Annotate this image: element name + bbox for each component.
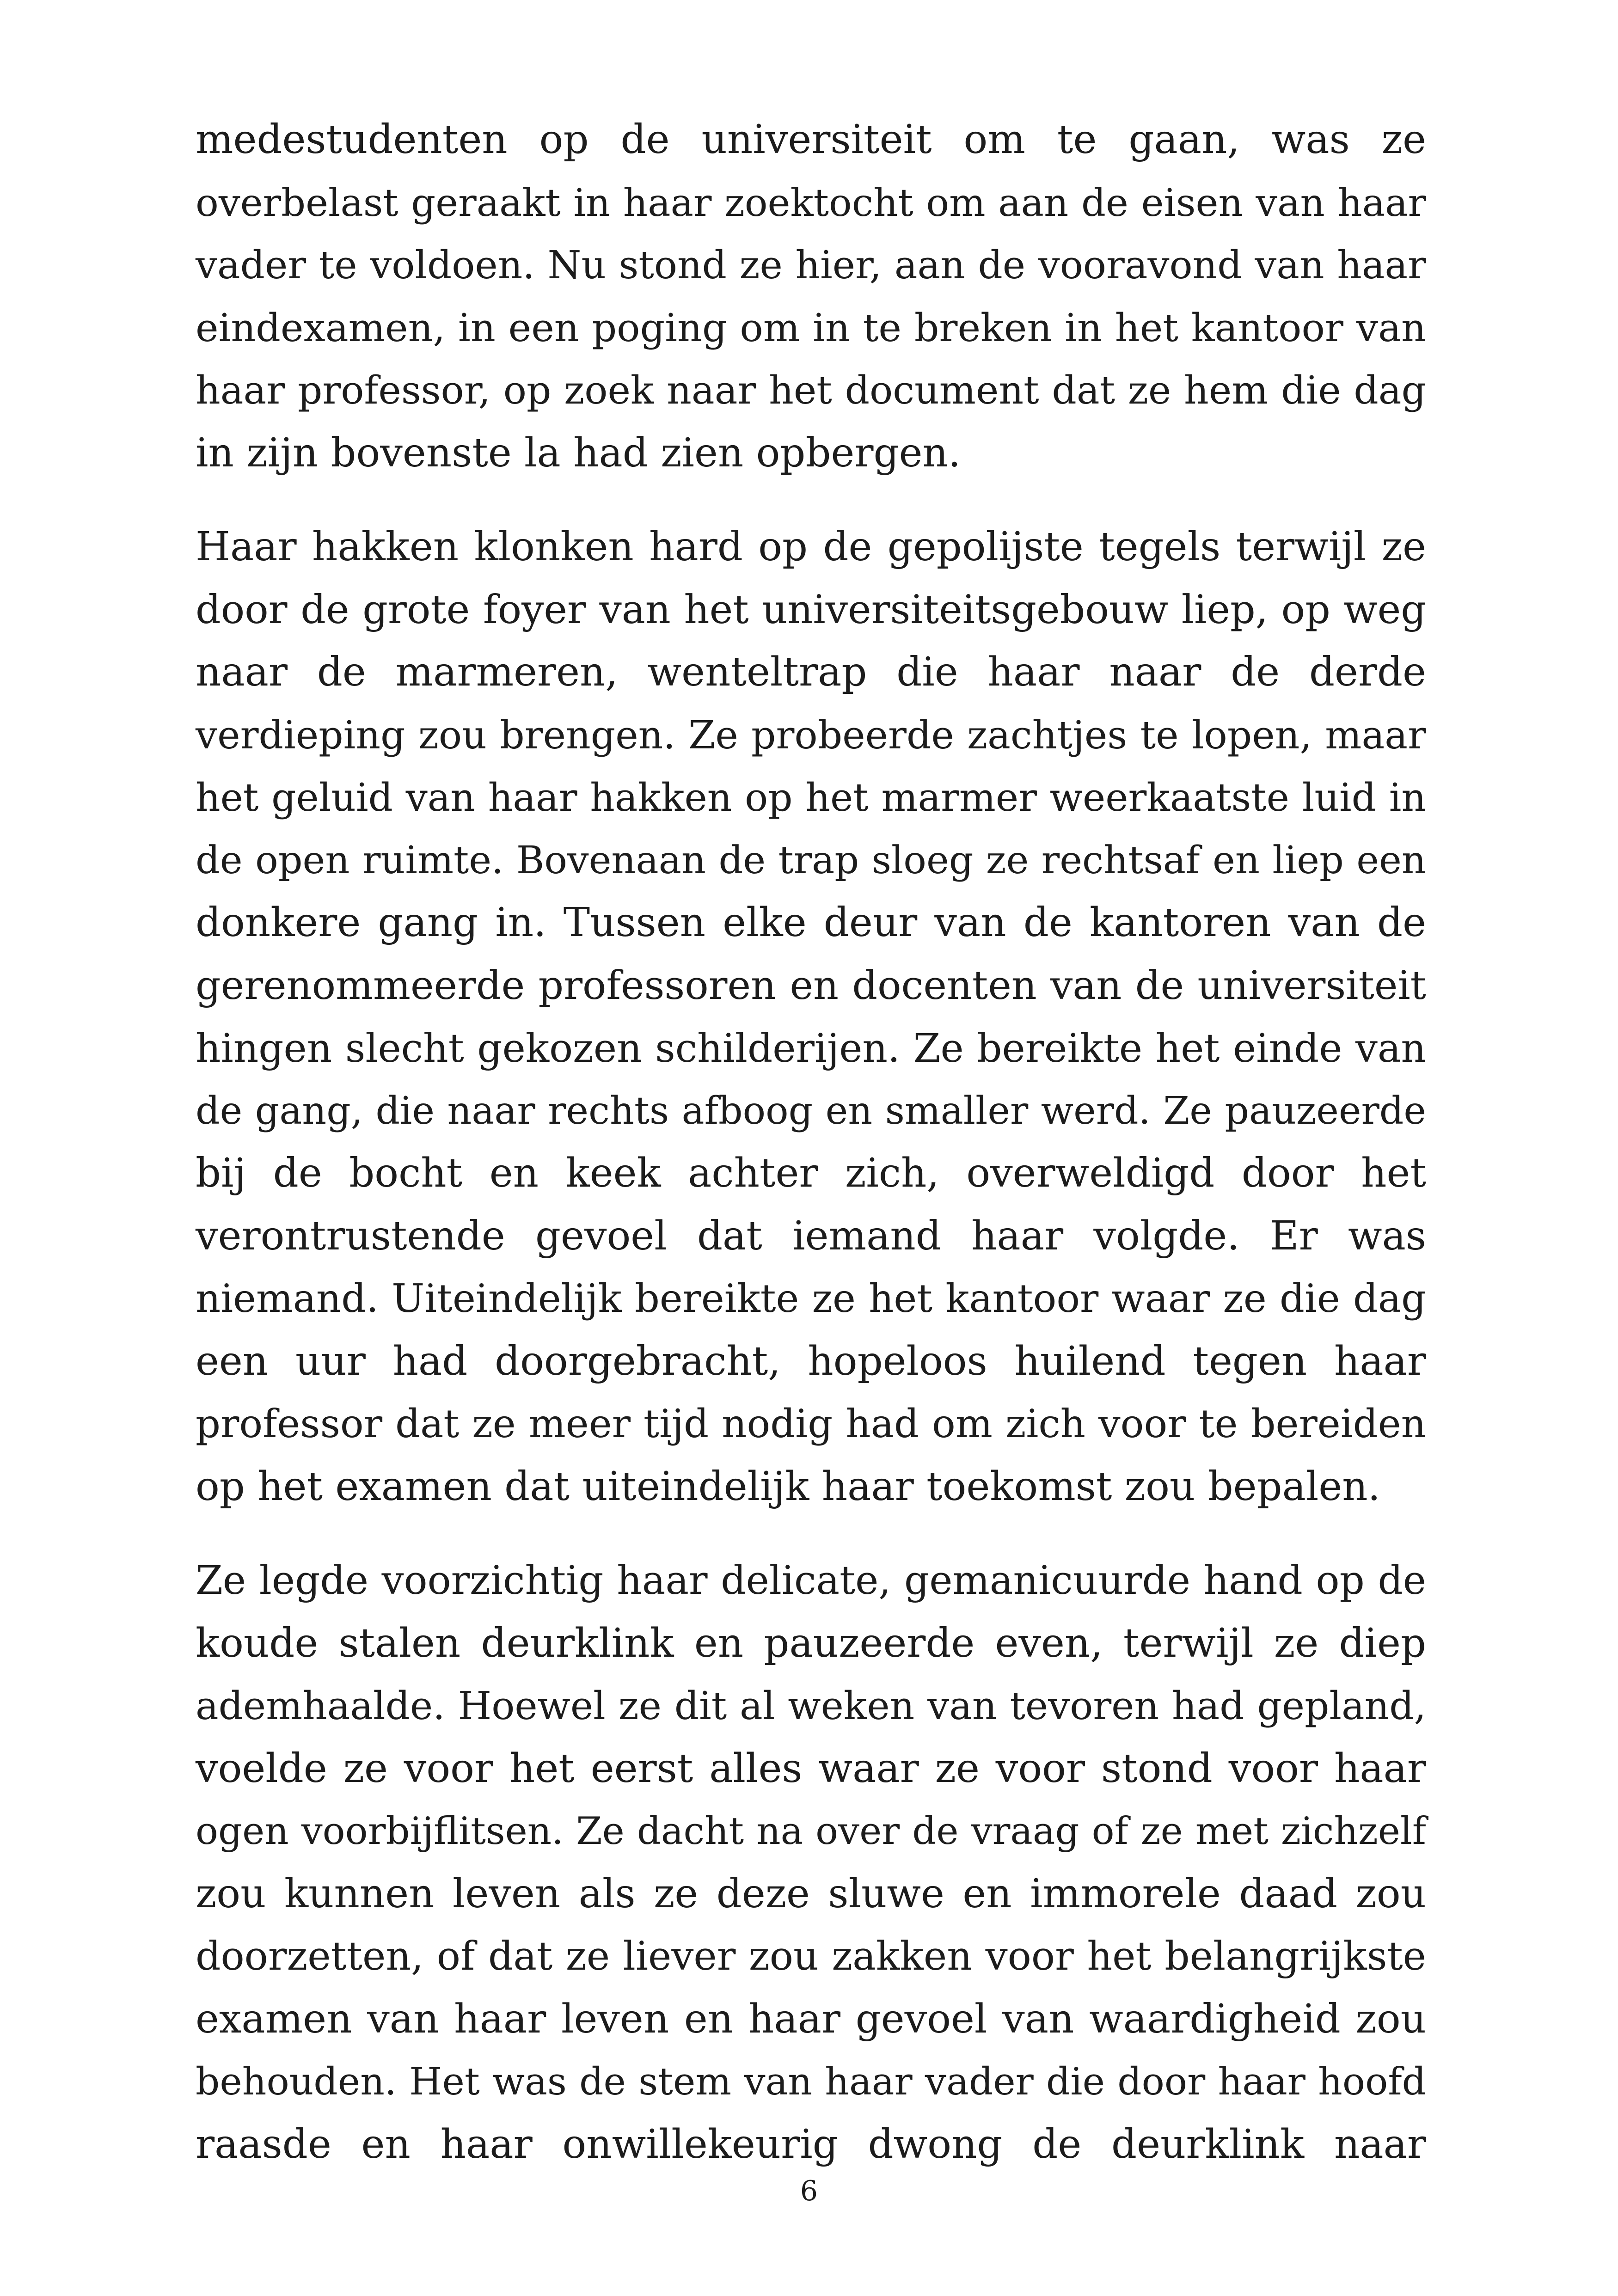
text-line: doorzetten, of dat ze liever zou zakken voor het belangrijkste (196, 1934, 1426, 1979)
text-line: professor dat ze meer tijd nodig had om zich voor te bereiden (196, 1401, 1426, 1446)
text-line: ademhaalde. Hoewel ze dit al weken van tevoren had gepland, (196, 1684, 1426, 1728)
text-line: koude stalen deurklink en pauzeerde even, terwijl ze diep (196, 1620, 1426, 1666)
text-line: raasde en haar onwillekeurig dwong de deurklink naar (196, 2121, 1426, 2167)
page-number: 6 (800, 2175, 818, 2207)
text-line: de gang, die naar rechts afboog en smaller werd. Ze pauzeerde (196, 1089, 1426, 1133)
text-line: niemand. Uiteindelijk bereikte ze het kantoor waar ze die dag (196, 1276, 1426, 1321)
paragraph (196, 1549, 1426, 2176)
text-line: eindexamen, in een poging om in te breken in het kantoor van (196, 305, 1426, 350)
text-line: vader te voldoen. Nu stond ze hier, aan de vooravond van haar (196, 243, 1426, 288)
text-line: examen van haar leven en haar gevoel van waardigheid zou (196, 1996, 1426, 2042)
text-line: naar de marmeren, wenteltrap die haar naar de derde (196, 649, 1426, 695)
text-line: Haar hakken klonken hard op de gepolijste tegels terwijl ze (196, 524, 1426, 570)
text-line: donkere gang in. Tussen elke deur van de kantoren van de (196, 900, 1426, 946)
body-text (196, 109, 1426, 2176)
text-line: de open ruimte. Bovenaan de trap sloeg ze rechtsaf en liep een (196, 838, 1426, 882)
paragraph-spacing (196, 1518, 1426, 1549)
text-line: het geluid van haar hakken op het marmer weerkaatste luid in (196, 775, 1426, 820)
text-line: op het examen dat uiteindelijk haar toekomst zou bepalen. (196, 1463, 1380, 1510)
text-line: door de grote foyer van het universiteitsgebouw liep, op weg (196, 587, 1426, 633)
text-line: behouden. Het was de stem van haar vader die door haar hoofd (196, 2060, 1426, 2104)
text-line: een uur had doorgebracht, hopeloos huilend tegen haar (196, 1338, 1426, 1384)
text-line: ogen voorbijflitsen. Ze dacht na over de vraag of ze met zichzelf (196, 1809, 1426, 1853)
paragraph (196, 109, 1426, 484)
text-line: hingen slecht gekozen schilderijen. Ze bereikte het einde van (196, 1025, 1426, 1071)
text-line: bij de bocht en keek achter zich, overweldigd door het (196, 1150, 1426, 1196)
paragraph (196, 516, 1426, 1518)
text-line: verontrustende gevoel dat iemand haar volgde. Er was (196, 1212, 1426, 1259)
text-line: haar professor, op zoek naar het document dat ze hem die dag (196, 368, 1426, 413)
text-line: gerenommeerde professoren en docenten van de universiteit (196, 962, 1426, 1009)
text-line: overbelast geraakt in haar zoektocht om aan de eisen van haar (196, 180, 1426, 225)
text-line: verdieping zou brengen. Ze probeerde zachtjes te lopen, maar (196, 712, 1426, 758)
text-line: voelde ze voor het eerst alles waar ze voor stond voor haar (196, 1745, 1426, 1792)
text-line: Ze legde voorzichtig haar delicate, gemanicuurde hand op de (196, 1558, 1426, 1604)
text-line: medestudenten op de universiteit om te gaan, was ze (196, 116, 1426, 163)
paragraph-spacing (196, 484, 1426, 516)
text-line: in zijn bovenste la had zien opbergen. (196, 429, 961, 476)
text-line: zou kunnen leven als ze deze sluwe en immorele daad zou (196, 1870, 1426, 1917)
